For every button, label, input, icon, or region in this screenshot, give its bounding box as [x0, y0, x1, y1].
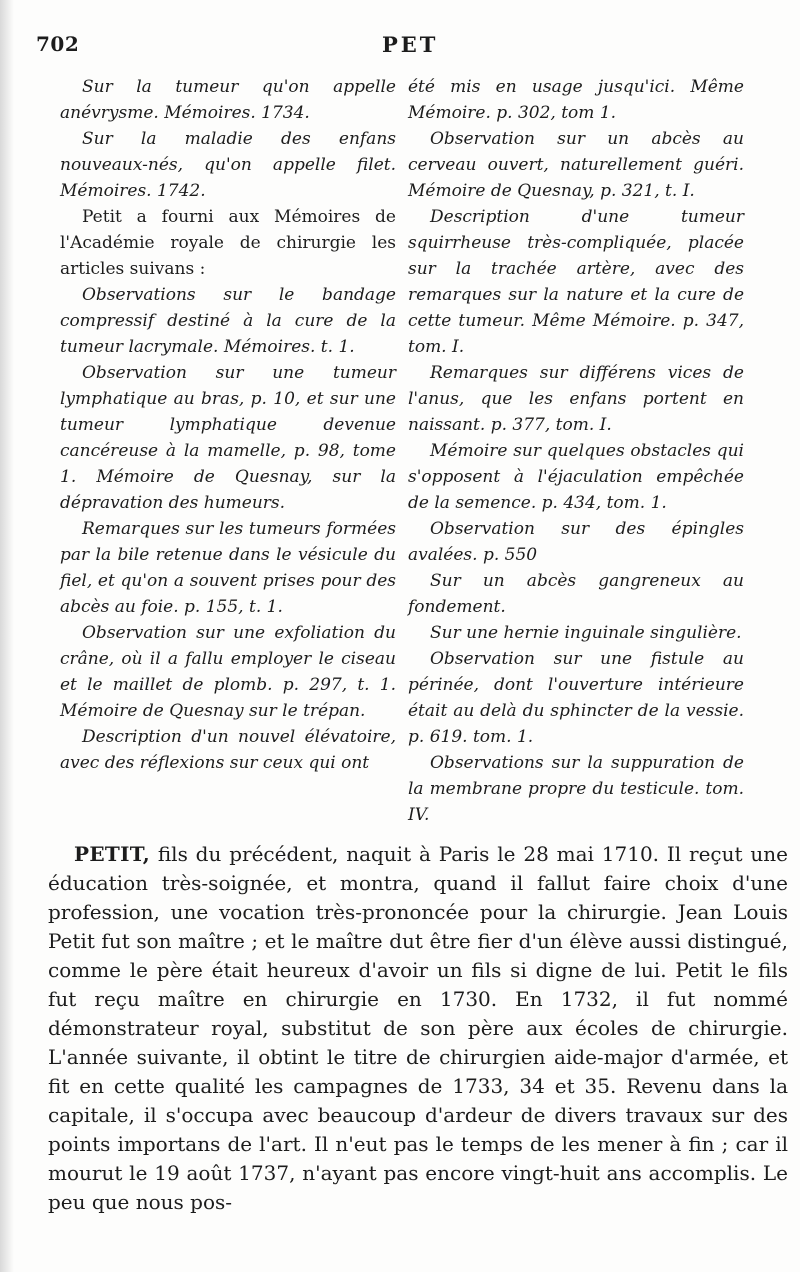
bibliography-entry: Mémoire sur quelques obstacles qui s'opposent à l'éjaculation empêchée de la semence. p. 434, tom. 1.	[408, 441, 744, 513]
page-header	[36, 32, 780, 62]
bibliography-entry: Observation sur une fistule au périnée, dont l'ouverture intérieure était au delà du sphincter de la vessie. p. 619. tom. 1.	[408, 649, 744, 747]
biography-text: fils du précédent, naquit à Paris le 28 mai 1710. Il reçut une éducation très-soignée, et montra, quand il fallut faire choix d'une profession, une vocation très-prononcée pour la chirurgie. Jean Louis Petit fut son maître ; et le maître dut être fier d'un élève aussi distingué, comme le père était heureux d'avoir un fils si digne de lui. Petit le fils fut reçu maître en chirurgie en 1730. En 1732, il fut nommé démonstrateur royal, substitut de son père aux écoles de chirurgie. L'année suivante, il obtint le titre de chirurgien aide-major d'armée, et fit en cette qualité les campagnes de 1733, 34 et 35. Revenu dans la capitale, il s'occupa avec beaucoup d'ardeur de divers travaux sur des points importans de l'art. Il n'eut pas le temps de les mener à fin ; car il mourut le 19 août 1737, n'ayant pas encore vingt-huit ans accomplis. Le peu que nous pos-	[48, 842, 788, 1214]
bibliography-entry: Description d'une tumeur squirrheuse très-compliquée, placée sur la trachée artère, avec des remarques sur la nature et la cure de cette tumeur. Même Mémoire. p. 347, tom. I.	[408, 207, 744, 357]
left-column	[60, 74, 396, 776]
right-column	[408, 74, 744, 828]
bibliography-entry: Observation sur un abcès au cerveau ouvert, naturellement guéri. Mémoire de Quesnay, p. 321, t. I.	[408, 129, 744, 201]
bibliography-entry: Sur un abcès gangreneux au fondement.	[408, 571, 744, 617]
running-head: PET	[382, 32, 439, 57]
bibliography-entry: Observation sur des épingles avalées. p. 550	[408, 519, 744, 565]
bibliography-entry: Observation sur une exfoliation du crâne, où il a fallu employer le ciseau et le maillet de plomb. p. 297, t. 1. Mémoire de Quesnay sur le trépan.	[60, 623, 396, 721]
bibliography-entry: Observations sur la suppuration de la membrane propre du testicule. tom. IV.	[408, 753, 744, 825]
bibliography-entry: été mis en usage jusqu'ici. Même Mémoire. p. 302, tom 1.	[408, 77, 744, 123]
bibliography-columns	[60, 74, 784, 825]
bibliography-entry: Remarques sur les tumeurs formées par la bile retenue dans le vésicule du fiel, et qu'on a souvent prises pour des abcès au foie. p. 155, t. 1.	[60, 519, 396, 617]
page-number: 702	[36, 32, 80, 56]
bibliography-entry: Sur la maladie des enfans nouveaux-nés, qu'on appelle filet. Mémoires. 1742.	[60, 129, 396, 201]
bibliography-entry: Observation sur une tumeur lymphatique au bras, p. 10, et sur une tumeur lymphatique devenue cancéreuse à la mamelle, p. 98, tome 1. Mémoire de Quesnay, sur la dépravation des humeurs.	[60, 363, 396, 513]
bibliography-entry: Sur une hernie inguinale singulière.	[430, 623, 742, 643]
bibliography-entry: Sur la tumeur qu'on appelle anévrysme. Mémoires. 1734.	[60, 77, 396, 123]
entry-name: PETIT,	[74, 842, 150, 866]
bibliography-entry: Remarques sur différens vices de l'anus, que les enfans portent en naissant. p. 377, tom. I.	[408, 363, 744, 435]
bibliography-entry: Observations sur le bandage compressif destiné à la cure de la tumeur lacrymale. Mémoires. t. 1.	[60, 285, 396, 357]
bibliography-entry: Description d'un nouvel élévatoire, avec des réflexions sur ceux qui ont	[60, 727, 396, 773]
bibliography-entry: Petit a fourni aux Mémoires de l'Académie royale de chirurgie les articles suivans :	[60, 207, 396, 279]
page-edge-shadow	[0, 0, 14, 1272]
biography-paragraph	[48, 840, 788, 1217]
biography-section	[48, 840, 788, 1217]
